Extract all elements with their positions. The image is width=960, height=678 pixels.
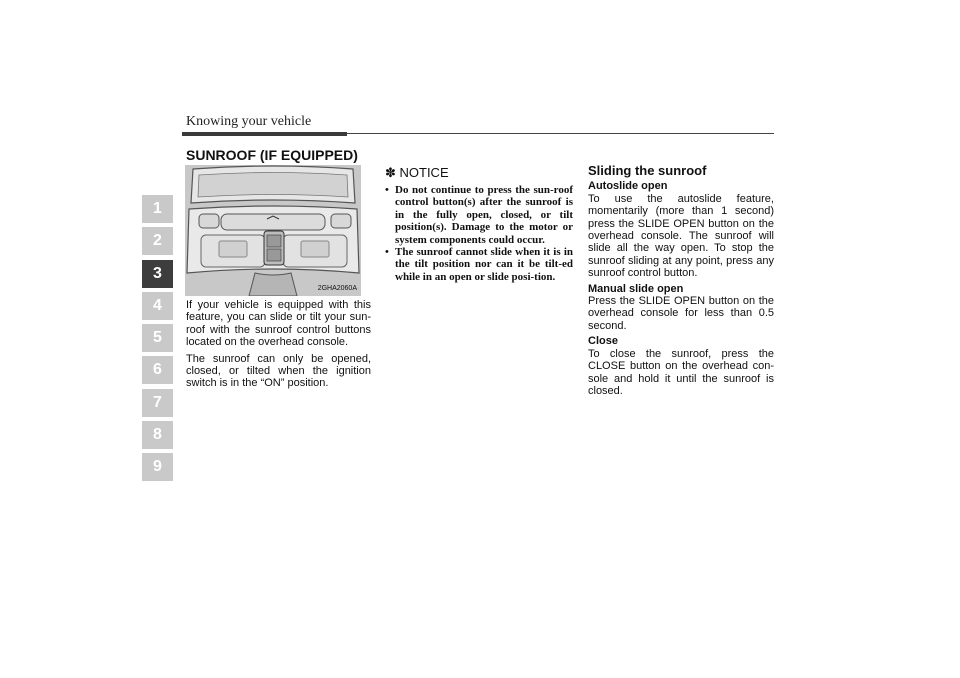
manual-slide-heading: Manual slide open <box>588 282 684 295</box>
overhead-console-figure <box>185 165 361 296</box>
notice-title: ✽ NOTICE <box>385 165 449 180</box>
overhead-console-illustration <box>185 165 361 296</box>
chapter-tab-9[interactable]: 9 <box>142 453 173 481</box>
sliding-section <box>588 165 774 400</box>
chapter-tab-6[interactable]: 6 <box>142 356 173 384</box>
chapter-tab-2[interactable]: 2 <box>142 227 173 255</box>
notice-item: • Do not continue to press the sun-roof control button(s) after the sunroof is in the fully open, closed, or tilt position(s). Damage to the motor or system components could occur. <box>385 184 573 246</box>
notice-list <box>385 184 573 283</box>
figure-label: 2GHA2060A <box>317 285 357 292</box>
close-text: To close the sunroof, press the CLOSE button on the overhead con-sole and hold it until the sunroof is closed. <box>588 347 774 397</box>
chapter-tab-5[interactable]: 5 <box>142 324 173 352</box>
chapter-tab-3[interactable]: 3 <box>142 260 173 288</box>
chapter-tab-8[interactable]: 8 <box>142 421 173 449</box>
notice-box <box>385 165 573 283</box>
chapter-tab-4[interactable]: 4 <box>142 292 173 320</box>
page-header-title: Knowing your vehicle <box>186 114 312 129</box>
manual-slide-text: Press the SLIDE OPEN button on the overhead console for less than 0.5 second. <box>588 295 774 332</box>
chapter-tab-1[interactable]: 1 <box>142 195 173 223</box>
autoslide-heading: Autoslide open <box>588 180 668 193</box>
autoslide-text: To use the autoslide feature, momentarily (more than 1 second) press the SLIDE OPEN button on the overhead console. The sunroof will slide all the way open. To stop the sunroof sliding at any point, press any sunroof control button. <box>588 192 774 280</box>
close-heading: Close <box>588 335 618 348</box>
notice-item: • The sunroof cannot slide when it is in the tilt position nor can it be tilt-ed while in an open or slide posi-tion. <box>385 246 573 283</box>
intro-paragraph: If your vehicle is equipped with this feature, you can slide or tilt your sun-roof with the sunroof control buttons located on the overhead console. <box>186 299 371 349</box>
intro-text <box>186 299 371 394</box>
chapter-tab-7[interactable]: 7 <box>142 389 173 417</box>
sliding-title: Sliding the sunroof <box>588 163 707 178</box>
section-title: SUNROOF (IF EQUIPPED) <box>186 147 358 163</box>
chapter-tabs <box>142 195 173 486</box>
header-bar <box>182 132 347 136</box>
header-rule <box>347 133 774 134</box>
intro-paragraph: The sunroof can only be opened, closed, or tilted when the ignition switch is in the “ON” position. <box>186 352 371 390</box>
